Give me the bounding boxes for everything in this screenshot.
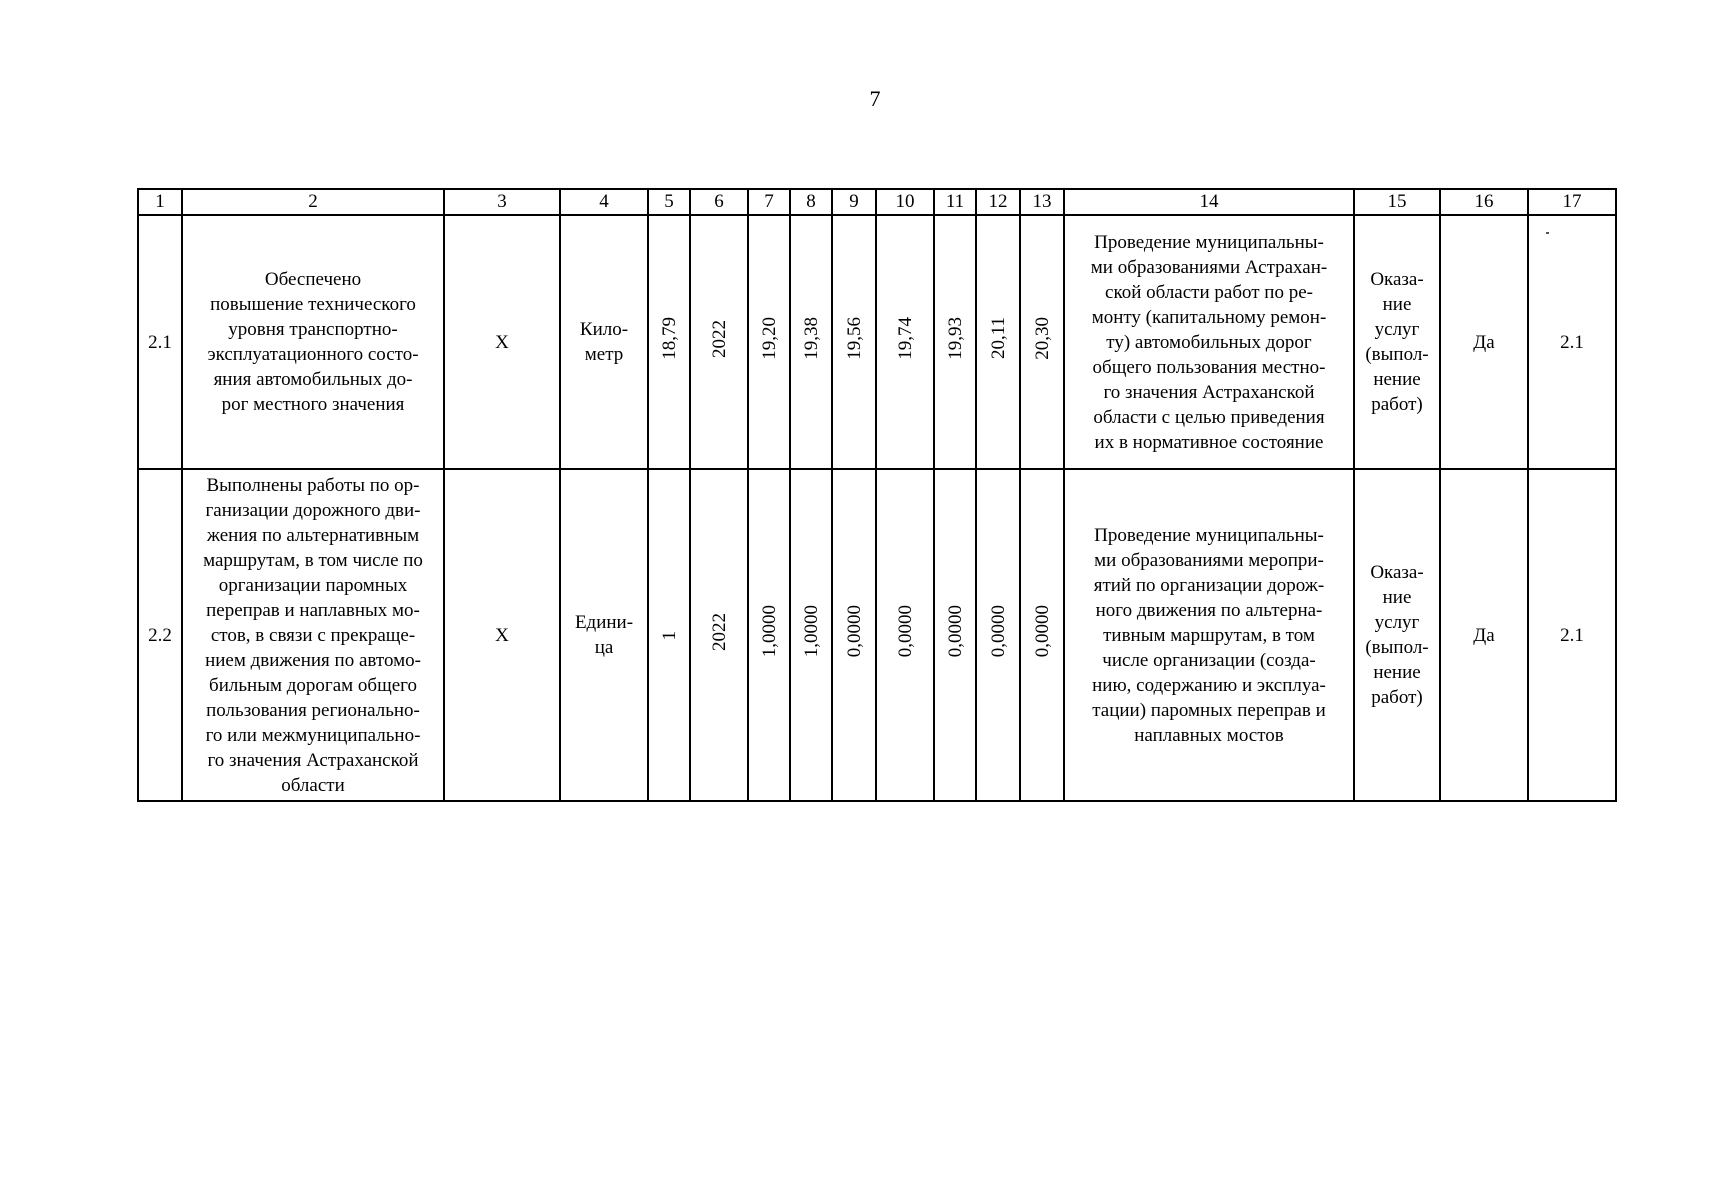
vertical-value: 18,79 <box>658 317 680 360</box>
value-col-7 <box>748 215 790 469</box>
result-name <box>182 469 444 801</box>
text-line: повышение технического <box>210 294 416 315</box>
vertical-value: 19,56 <box>843 317 865 360</box>
text-line: нение <box>1373 662 1421 683</box>
vertical-value: 1 <box>658 631 680 641</box>
table-row <box>138 215 1616 469</box>
vertical-value: 2022 <box>708 319 730 358</box>
text-line: их в нормативное состояние <box>1094 431 1324 453</box>
text-line: го значения Астраханской <box>207 749 419 771</box>
text-line: монту (капитальному ремон- <box>1091 306 1327 328</box>
text-line: метр <box>584 344 624 365</box>
value-col-9 <box>832 469 876 801</box>
col-header-5: 5 <box>648 189 690 215</box>
vertical-value: 19,74 <box>894 317 916 360</box>
col-header-2: 2 <box>182 189 444 215</box>
text-line: стов, в связи с прекраще- <box>210 624 416 646</box>
value-col-13 <box>1020 469 1064 801</box>
col-header-1: 1 <box>138 189 182 215</box>
result-type <box>1354 469 1440 801</box>
vertical-value: 20,30 <box>1031 317 1053 360</box>
text-line: ту) автомобильных дорог <box>1106 331 1312 353</box>
col-header-14: 14 <box>1064 189 1354 215</box>
text-line: переправ и наплавных мо- <box>206 599 420 621</box>
value-col-8 <box>790 215 832 469</box>
text-line: тивным маршрутам, в том <box>1103 624 1315 646</box>
col-header-6: 6 <box>690 189 748 215</box>
text-line: Обеспечено <box>264 269 362 290</box>
text-line: уровня транспортно- <box>228 319 398 340</box>
text-line: ние <box>1382 587 1412 608</box>
text-line: области с целью приведения <box>1093 406 1325 428</box>
text-line: числе организации (созда- <box>1102 649 1316 671</box>
row-number: 2.2 <box>138 469 182 801</box>
flag-cell: Да <box>1440 469 1528 801</box>
text-line: нение <box>1373 369 1421 390</box>
col-header-9: 9 <box>832 189 876 215</box>
indicators-table <box>137 188 1617 802</box>
vertical-value: 19,38 <box>800 317 822 360</box>
text-line: Проведение муниципальны- <box>1094 524 1324 546</box>
col-header-13: 13 <box>1020 189 1064 215</box>
value-col-13 <box>1020 215 1064 469</box>
base-year <box>690 469 748 801</box>
text-line: (выпол- <box>1365 637 1429 658</box>
text-line: маршрутам, в том числе по <box>203 549 423 571</box>
text-line: наплавных мостов <box>1134 724 1284 746</box>
text-line: тации) паромных переправ и <box>1092 699 1326 721</box>
col-header-15: 15 <box>1354 189 1440 215</box>
vertical-value: 19,20 <box>758 317 780 360</box>
text-line: бильным дорогам общего <box>209 674 417 696</box>
column-numbers-row <box>138 189 1616 215</box>
measure-description <box>1064 469 1354 801</box>
text-line: го или межмуниципально- <box>205 724 421 746</box>
value-col-10 <box>876 215 934 469</box>
reference-cell: 2.1 <box>1528 215 1616 469</box>
flag-cell: Да <box>1440 215 1528 469</box>
col-header-12: 12 <box>976 189 1020 215</box>
text-line: услуг <box>1374 612 1420 633</box>
text-line: общего пользования местно- <box>1092 356 1326 378</box>
col-header-17: 17 <box>1528 189 1616 215</box>
result-name <box>182 215 444 469</box>
mark-cell: X <box>444 215 560 469</box>
text-line: пользования регионально- <box>206 699 420 721</box>
text-line: ганизации дорожного дви- <box>205 499 421 521</box>
text-line: Оказа- <box>1370 562 1424 583</box>
text-line: услуг <box>1374 319 1420 340</box>
table-row <box>138 469 1616 801</box>
unit-cell <box>560 215 648 469</box>
value-col-8 <box>790 469 832 801</box>
text-line: организации паромных <box>218 574 408 596</box>
row-number: 2.1 <box>138 215 182 469</box>
text-line: эксплуатационного состо- <box>207 344 419 365</box>
text-line: (выпол- <box>1365 344 1429 365</box>
text-line: яния автомобильных до- <box>213 369 413 390</box>
text-line: го значения Астраханской <box>1103 381 1315 403</box>
col-header-8: 8 <box>790 189 832 215</box>
col-header-4: 4 <box>560 189 648 215</box>
col-header-3: 3 <box>444 189 560 215</box>
text-line: Проведение муниципальны- <box>1094 231 1324 253</box>
text-line: рог местного значения <box>221 394 405 415</box>
text-line: ца <box>594 637 614 658</box>
col-header-10: 10 <box>876 189 934 215</box>
value-col-11 <box>934 469 976 801</box>
text-line: жения по альтернативным <box>206 524 420 546</box>
col-header-11: 11 <box>934 189 976 215</box>
vertical-value: 0,0000 <box>1031 605 1053 658</box>
value-col-12 <box>976 215 1020 469</box>
vertical-value: 0,0000 <box>987 605 1009 658</box>
vertical-value: 0,0000 <box>843 605 865 658</box>
text-line: нию, содержанию и эксплуа- <box>1092 674 1326 696</box>
text-line: ми образованиями меропри- <box>1094 549 1324 571</box>
mark-cell: X <box>444 469 560 801</box>
text-line: Выполнены работы по ор- <box>206 474 420 496</box>
value-col-12 <box>976 469 1020 801</box>
vertical-value: 1,0000 <box>758 605 780 658</box>
text-line: Оказа- <box>1370 269 1424 290</box>
text-line: работ) <box>1371 687 1423 708</box>
text-line: ние <box>1382 294 1412 315</box>
result-type <box>1354 215 1440 469</box>
text-line: ятий по организации дорож- <box>1093 574 1325 596</box>
text-line: Кило- <box>579 319 629 340</box>
vertical-value: 1,0000 <box>800 605 822 658</box>
page-number: 7 <box>869 86 881 111</box>
reference-cell: 2.1 <box>1528 469 1616 801</box>
vertical-value: 0,0000 <box>944 605 966 658</box>
base-year <box>690 215 748 469</box>
text-line: работ) <box>1371 394 1423 415</box>
unit-cell <box>560 469 648 801</box>
text-line: области <box>281 774 345 796</box>
value-col-10 <box>876 469 934 801</box>
text-line: ской области работ по ре- <box>1105 281 1313 303</box>
text-line: нием движения по автомо- <box>205 649 421 671</box>
vertical-value: 20,11 <box>987 317 1009 360</box>
col-header-16: 16 <box>1440 189 1528 215</box>
base-value <box>648 469 690 801</box>
value-col-9 <box>832 215 876 469</box>
value-col-7 <box>748 469 790 801</box>
vertical-value: 19,93 <box>944 317 966 360</box>
col-header-7: 7 <box>748 189 790 215</box>
text-line: ми образованиями Астрахан- <box>1090 256 1328 278</box>
value-col-11 <box>934 215 976 469</box>
measure-description <box>1064 215 1354 469</box>
text-line: Едини- <box>574 612 634 633</box>
vertical-value: 0,0000 <box>894 605 916 658</box>
base-value <box>648 215 690 469</box>
vertical-value: 2022 <box>708 612 730 651</box>
text-line: ного движения по альтерна- <box>1095 599 1323 621</box>
